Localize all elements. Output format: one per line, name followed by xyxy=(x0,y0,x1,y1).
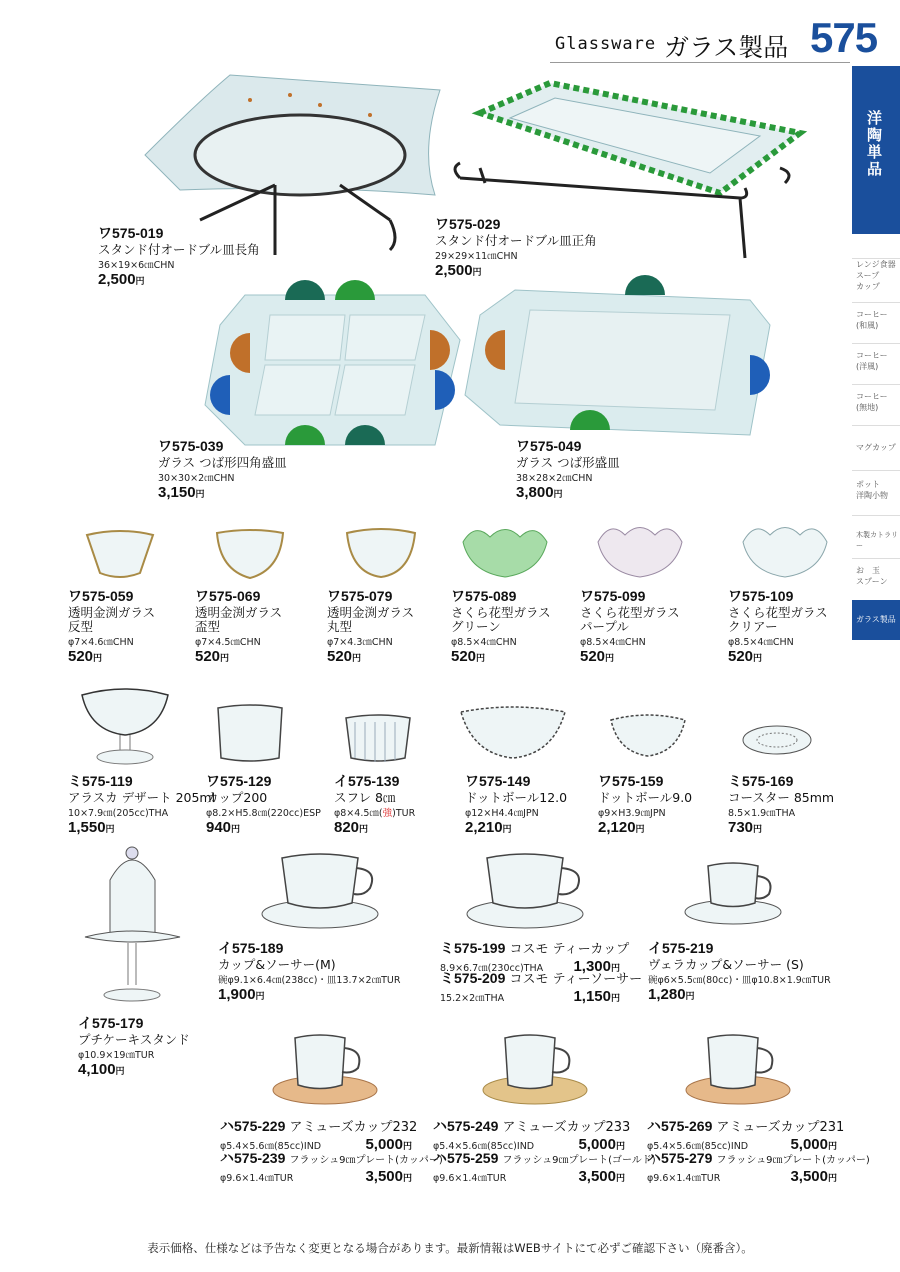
product-code: ハ575-239 xyxy=(220,1150,286,1166)
product-image-575-049 xyxy=(460,285,780,440)
product-575-069[interactable] xyxy=(195,586,282,665)
product-name: さくら花型ガラス xyxy=(728,605,828,620)
product-575-139[interactable] xyxy=(334,771,415,836)
product-name: スタンド付オードブル皿正角 xyxy=(435,233,597,248)
product-575-019[interactable] xyxy=(98,223,260,288)
product-code: イ575-179 xyxy=(78,1015,144,1031)
product-575-059[interactable] xyxy=(68,586,155,665)
side-tab-coffee-western[interactable]: コーヒー (洋風) xyxy=(852,343,900,383)
product-price: 2,500円 xyxy=(435,262,482,279)
side-tab-pot[interactable]: ポット 洋陶小物 xyxy=(852,470,900,514)
product-price: 2,210円 xyxy=(465,819,512,836)
side-tab-range-soup[interactable]: レンジ食器 スープ カップ xyxy=(852,258,900,298)
product-name: ドットボール12.0 xyxy=(465,790,568,805)
product-name: 透明金渕ガラス xyxy=(327,605,415,620)
product-code: ワ575-069 xyxy=(195,588,261,604)
side-tab-coffee-plain[interactable]: コーヒー (無地) xyxy=(852,384,900,424)
page-number: 575 xyxy=(810,14,878,61)
product-code: イ575-189 xyxy=(218,940,284,956)
product-575-189[interactable] xyxy=(218,938,400,1003)
side-tab-ladle[interactable]: お 玉 スプーン xyxy=(852,558,900,598)
product-code: ワ575-029 xyxy=(435,216,501,232)
product-code: ハ575-249 xyxy=(433,1118,499,1134)
product-code: ワ575-099 xyxy=(580,588,646,604)
product-575-129[interactable] xyxy=(206,771,321,836)
product-575-109[interactable] xyxy=(728,586,828,665)
product-code: ワ575-129 xyxy=(206,773,272,789)
product-name-2: 反型 xyxy=(68,619,94,634)
product-code: ワ575-089 xyxy=(451,588,517,604)
product-price: 520円 xyxy=(580,648,615,665)
product-code: ハ575-279 xyxy=(647,1150,713,1166)
product-575-039[interactable] xyxy=(158,436,287,501)
product-name-2: グリーン xyxy=(451,619,501,634)
product-575-149[interactable] xyxy=(465,771,567,836)
product-name: ガラス つば形盛皿 xyxy=(516,455,620,470)
product-name: コースター 85mm xyxy=(728,790,835,805)
product-name: スタンド付オードブル皿長角 xyxy=(98,242,260,257)
product-code: ミ575-119 xyxy=(68,773,133,789)
side-tab-main-label: 洋陶単品 xyxy=(865,110,883,178)
product-image-575-139 xyxy=(343,710,413,765)
product-spec: φ8.2×H5.8㎝(220cc)ESP xyxy=(206,808,321,819)
product-spec: φ9×H3.9㎝JPN xyxy=(598,808,666,819)
product-spec: 29×29×11㎝CHN xyxy=(435,251,518,262)
product-name: ドットボール9.0 xyxy=(598,790,693,805)
product-price: 520円 xyxy=(68,648,103,665)
product-spec: 10×7.9㎝(205cc)THA xyxy=(68,808,169,819)
product-spec: 8.5×1.9㎝THA xyxy=(728,808,796,819)
footer-notice: 表示価格、仕様などは予告なく変更となる場合があります。最新情報はWEBサイトにて必ずご確認下さい（廃番含）。 xyxy=(147,1241,753,1255)
product-spec: 8.9×6.7㎝(230cc)THA xyxy=(440,963,544,974)
product-price: 520円 xyxy=(451,648,486,665)
product-spec: φ8.5×4㎝CHN xyxy=(451,637,517,648)
product-code: イ575-219 xyxy=(648,940,714,956)
product-575-259[interactable] xyxy=(433,1148,656,1185)
product-price: 2,500円 xyxy=(98,271,145,288)
side-tab-wood-cutlery[interactable]: 木製カトラリー xyxy=(852,515,900,555)
product-price: 1,280円 xyxy=(648,986,695,1003)
product-price: 1,150円 xyxy=(573,988,620,1005)
product-spec: φ7×4.3㎝CHN xyxy=(327,637,393,648)
product-code: ワ575-059 xyxy=(68,588,134,604)
product-name: コスモ ティーカップ xyxy=(509,942,630,957)
product-price: 730円 xyxy=(728,819,763,836)
product-image-575-149 xyxy=(458,702,568,762)
product-spec: φ7×4.6㎝CHN xyxy=(68,637,134,648)
product-price: 520円 xyxy=(728,648,763,665)
product-price: 1,900円 xyxy=(218,986,265,1003)
product-spec: φ8.5×4㎝CHN xyxy=(580,637,646,648)
product-price: 1,550円 xyxy=(68,819,115,836)
product-name: スフレ 8㎝ xyxy=(334,790,396,805)
product-price: 4,100円 xyxy=(78,1061,125,1078)
product-spec: 碗φ6×5.5㎝(80cc)・皿φ10.8×1.9㎝TUR xyxy=(648,975,831,986)
product-spec: φ7×4.5㎝CHN xyxy=(195,637,261,648)
product-image-575-189 xyxy=(260,848,380,933)
product-575-029[interactable] xyxy=(435,214,597,279)
product-name-2: 盃型 xyxy=(195,619,221,634)
product-name: さくら花型ガラス xyxy=(580,605,680,620)
product-575-159[interactable] xyxy=(598,771,692,836)
product-code: ワ575-019 xyxy=(98,225,164,241)
product-code: ワ575-149 xyxy=(465,773,531,789)
product-spec: φ10.9×19㎝TUR xyxy=(78,1050,155,1061)
product-price: 3,150円 xyxy=(158,484,205,501)
product-name: ガラス つば形四角盛皿 xyxy=(158,455,287,470)
product-price: 5,000円 xyxy=(365,1136,412,1153)
product-price: 520円 xyxy=(195,648,230,665)
product-image-575-229 xyxy=(270,1030,380,1110)
product-name: ヴェラカップ&ソーサー (S) xyxy=(648,957,804,972)
product-name: 透明金渕ガラス xyxy=(195,605,283,620)
product-image-575-099 xyxy=(595,520,685,580)
product-spec: 30×30×2㎝CHN xyxy=(158,473,235,484)
product-price: 3,500円 xyxy=(365,1168,412,1185)
product-575-049[interactable] xyxy=(516,436,620,501)
product-image-575-169 xyxy=(740,722,815,762)
product-spec: φ5.4×5.6㎝(85cc)IND xyxy=(647,1141,749,1152)
product-spec: φ9.6×1.4㎝TUR xyxy=(647,1173,721,1184)
product-name: アミューズカップ233 xyxy=(502,1120,631,1135)
product-price: 940円 xyxy=(206,819,241,836)
product-575-079[interactable] xyxy=(327,586,414,665)
product-image-575-069 xyxy=(215,525,285,580)
product-name: アラスカ デザート 205ml xyxy=(68,790,216,805)
header-japanese: ガラス製品 xyxy=(664,33,789,62)
product-image-575-039 xyxy=(200,285,465,455)
product-image-575-079 xyxy=(345,525,417,580)
product-name-2: 丸型 xyxy=(327,619,353,634)
product-image-575-179 xyxy=(80,845,185,1005)
product-image-575-249 xyxy=(480,1030,590,1110)
product-name: カップ&ソーサー(M) xyxy=(218,957,336,972)
product-price: 5,000円 xyxy=(578,1136,625,1153)
product-575-279[interactable] xyxy=(647,1148,870,1185)
header-rule xyxy=(550,62,850,63)
product-image-575-159 xyxy=(608,710,688,760)
product-spec: φ8×4.5㎝(強)TUR xyxy=(334,808,416,819)
product-spec: φ9.6×1.4㎝TUR xyxy=(220,1173,294,1184)
product-code: ワ575-079 xyxy=(327,588,393,604)
product-price: 3,500円 xyxy=(578,1168,625,1185)
product-price: 1,300円 xyxy=(573,958,620,975)
product-575-119[interactable] xyxy=(68,771,215,836)
product-name: 透明金渕ガラス xyxy=(68,605,156,620)
product-code: ハ575-229 xyxy=(220,1118,286,1134)
product-code: ワ575-049 xyxy=(516,438,582,454)
product-575-099[interactable] xyxy=(580,586,680,665)
product-name: アミューズカップ231 xyxy=(716,1120,845,1135)
product-name: フラッシュ9㎝プレート(ゴールド) xyxy=(502,1155,656,1166)
product-name: アミューズカップ232 xyxy=(289,1120,418,1135)
product-code: ミ575-199 xyxy=(440,940,506,956)
product-code: ハ575-269 xyxy=(647,1118,713,1134)
side-tab-mug[interactable]: マグカップ xyxy=(852,425,900,469)
product-image-575-059 xyxy=(85,525,155,580)
product-price: 820円 xyxy=(334,819,369,836)
product-spec: 38×28×2㎝CHN xyxy=(516,473,593,484)
side-tab-glassware[interactable]: ガラス製品 xyxy=(852,600,900,640)
product-code: ハ575-259 xyxy=(433,1150,499,1166)
product-code: ワ575-159 xyxy=(598,773,664,789)
product-image-575-109 xyxy=(740,520,830,580)
product-name-2: パープル xyxy=(580,619,629,634)
header-english: Glassware xyxy=(555,34,657,54)
product-name: フラッシュ9㎝プレート(カッパー) xyxy=(289,1155,443,1166)
product-price: 3,500円 xyxy=(790,1168,837,1185)
product-spec: 15.2×2㎝THA xyxy=(440,993,505,1004)
product-575-219[interactable] xyxy=(648,938,831,1003)
product-spec: φ5.4×5.6㎝(85cc)IND xyxy=(220,1141,322,1152)
product-spec: φ9.6×1.4㎝TUR xyxy=(433,1173,507,1184)
product-image-575-089 xyxy=(460,522,550,580)
product-spec: φ5.4×5.6㎝(85cc)IND xyxy=(433,1141,535,1152)
product-image-575-119 xyxy=(80,683,170,768)
product-code: ミ575-209 xyxy=(440,970,506,986)
product-name: プチケーキスタンド xyxy=(78,1032,190,1047)
product-image-575-219 xyxy=(683,858,788,928)
product-name: カップ200 xyxy=(206,790,268,805)
product-name-2: クリアー xyxy=(728,619,778,634)
product-575-239[interactable] xyxy=(220,1148,443,1185)
product-spec: φ12×H4.4㎝JPN xyxy=(465,808,539,819)
product-code: ワ575-109 xyxy=(728,588,794,604)
product-price: 2,120円 xyxy=(598,819,645,836)
product-image-575-269 xyxy=(683,1030,793,1110)
product-code: ワ575-039 xyxy=(158,438,224,454)
product-name: コスモ ティーソーサー xyxy=(509,972,643,987)
product-code: イ575-139 xyxy=(334,773,400,789)
product-price: 520円 xyxy=(327,648,362,665)
side-tab-coffee-japanese[interactable]: コーヒー (和風) xyxy=(852,302,900,342)
product-spec: 36×19×6㎝CHN xyxy=(98,260,175,271)
product-price: 5,000円 xyxy=(790,1136,837,1153)
product-name: さくら花型ガラス xyxy=(451,605,551,620)
product-price: 3,800円 xyxy=(516,484,563,501)
product-image-575-199 xyxy=(465,848,590,933)
product-name: フラッシュ9㎝プレート(カッパー) xyxy=(716,1155,870,1166)
product-575-089[interactable] xyxy=(451,586,551,665)
product-spec: φ8.5×4㎝CHN xyxy=(728,637,794,648)
product-code: ミ575-169 xyxy=(728,773,794,789)
product-575-169[interactable] xyxy=(728,771,834,836)
strength-badge: 強 xyxy=(382,808,393,819)
product-spec: 碗φ9.1×6.4㎝(238cc)・皿13.7×2㎝TUR xyxy=(218,975,401,986)
product-image-575-129 xyxy=(215,700,285,765)
product-575-179[interactable] xyxy=(78,1013,190,1078)
product-575-209[interactable] xyxy=(440,968,643,1005)
